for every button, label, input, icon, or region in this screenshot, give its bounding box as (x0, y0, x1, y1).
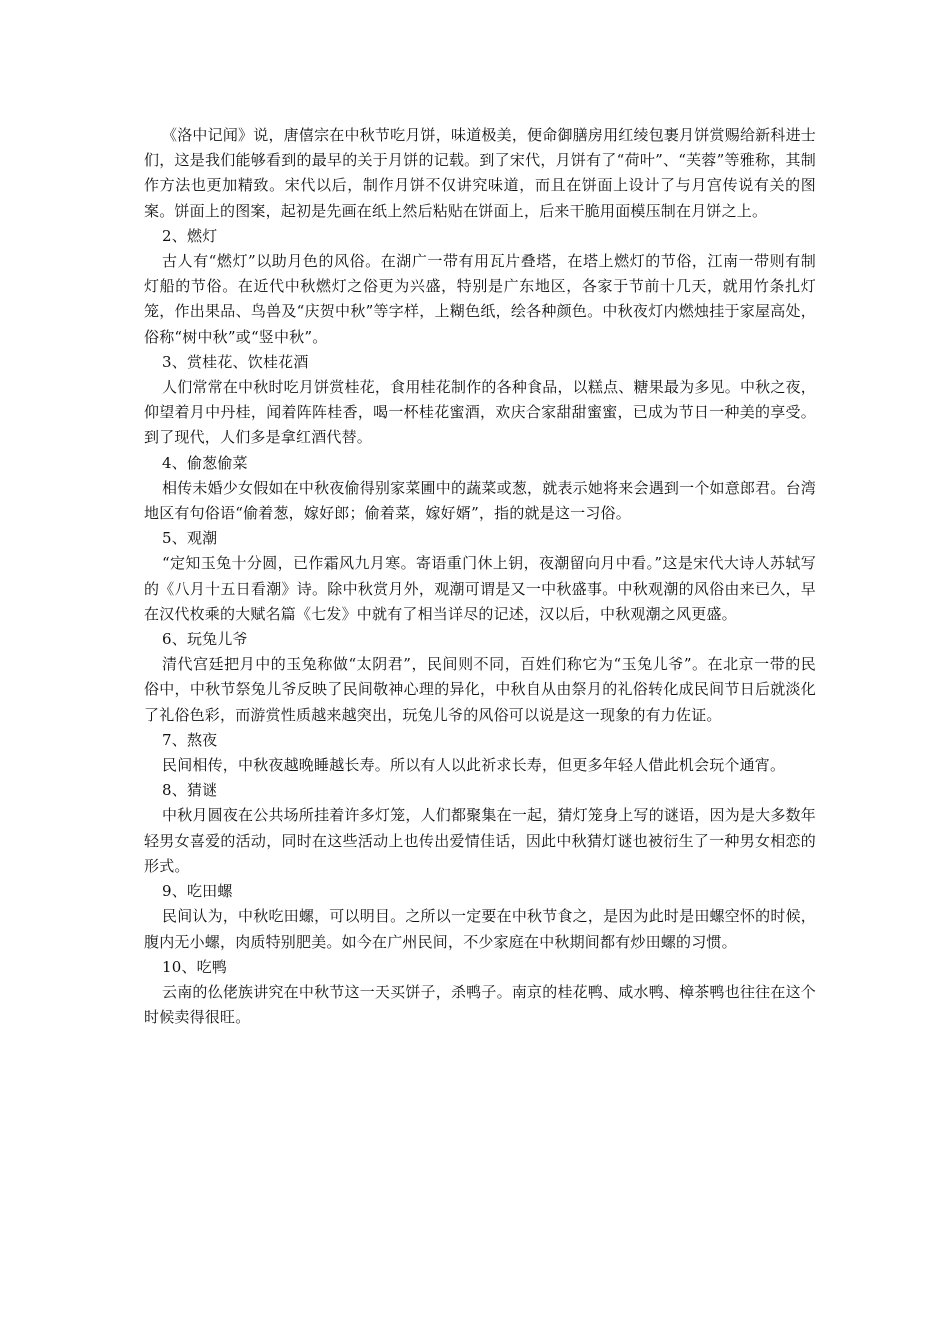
paragraph-river-snails: 民间认为，中秋吃田螺，可以明目。之所以一定要在中秋节食之，是因为此时是田螺空怀的时候，腹内无小螺，肉质特别肥美。如今在广州民间，不少家庭在中秋期间都有炒田螺的习惯。 (144, 907, 816, 951)
heading-stealing-vegetables: 4、偷葱偷菜 (162, 453, 248, 472)
heading-osmanthus: 3、赏桂花、饮桂花酒 (162, 352, 309, 371)
paragraph-duck: 云南的仫佬族讲究在中秋节这一天买饼子，杀鸭子。南京的桂花鸭、咸水鸭、樟茶鸭也往往在这个时候卖得很旺。 (144, 982, 816, 1027)
paragraph-riddles: 中秋月圆夜在公共场所挂着许多灯笼，人们都聚集在一起，猜灯笼身上写的谜语，因为是大多数年轻男女喜爱的活动，同时在这些活动上也传出爱情佳话，因此中秋猜灯谜也被衍生了一种男女相恋的形式。 (144, 806, 816, 875)
paragraph-staying-up: 民间相传，中秋夜越晚睡越长寿。所以有人以此祈求长寿，但更多年轻人借此机会玩个通宵。 (162, 756, 786, 775)
paragraph-mooncake-history: 《洛中记闻》说，唐僖宗在中秋节吃月饼，味道极美，便命御膳房用红绫包裹月饼赏赐给新科进士们，这是我们能够看到的最早的关于月饼的记载。到了宋代，月饼有了“荷叶”、“芙蓉”等雅称，其制作方法也更加精致。宋代以后，制作月饼不仅讲究味道，而且在饼面上设计了与月宫传说有关的图案。饼面上的图案，起初是先画在纸上然后粘贴在饼面上，后来干脆用面模压制在月饼之上。 (144, 126, 816, 220)
paragraph-tide-watching: “定知玉兔十分圆，已作霜风九月寒。寄语重门休上钥，夜潮留向月中看。”这是宋代大诗人苏轼写的《八月十五日看潮》诗。除中秋赏月外，观潮可谓是又一中秋盛事。中秋观潮的风俗由来已久，早在汉代枚乘的大赋名篇《七发》中就有了相当详尽的记述，汉以后，中秋观潮之风更盛。 (144, 554, 816, 623)
paragraph-stealing-vegetables: 相传未婚少女假如在中秋夜偷得别家菜圃中的蔬菜或葱，就表示她将来会遇到一个如意郎君。台湾地区有句俗语“偷着葱，嫁好郎；偷着菜，嫁好婿”，指的就是这一习俗。 (144, 478, 816, 523)
heading-tide-watching: 5、观潮 (162, 529, 218, 548)
paragraph-rabbit-figure: 清代宫廷把月中的玉兔称做“太阴君”，民间则不同，百姓们称它为“玉兔儿爷”。在北京一带的民俗中，中秋节祭兔儿爷反映了民间敬神心理的异化，中秋自从由祭月的礼俗转化成民间节日后就淡化了礼俗色彩，而游赏性质越来越突出，玩兔儿爷的风俗可以说是这一现象的有力佐证。 (144, 655, 816, 724)
heading-staying-up: 7、熬夜 (162, 730, 218, 749)
heading-rabbit-figure: 6、玩兔儿爷 (162, 630, 248, 649)
document-body (144, 123, 816, 1030)
heading-lanterns: 2、燃灯 (162, 226, 218, 245)
heading-riddles: 8、猜谜 (162, 781, 218, 800)
heading-duck: 10、吃鸭 (162, 957, 228, 976)
heading-river-snails: 9、吃田螺 (162, 882, 233, 901)
paragraph-lanterns: 古人有“燃灯”以助月色的风俗。在湖广一带有用瓦片叠塔，在塔上燃灯的节俗，江南一带则有制灯船的节俗。在近代中秋燃灯之俗更为兴盛，特别是广东地区，各家于节前十几天，就用竹条扎灯笼，作出果品、鸟兽及“庆贺中秋”等字样，上糊色纸，绘各种颜色。中秋夜灯内燃烛挂于家屋高处，俗称“树中秋”或“竖中秋”。 (144, 252, 816, 346)
paragraph-osmanthus: 人们常常在中秋时吃月饼赏桂花，食用桂花制作的各种食品，以糕点、糖果最为多见。中秋之夜，仰望着月中丹桂，闻着阵阵桂香，喝一杯桂花蜜酒，欢庆合家甜甜蜜蜜，已成为节日一种美的享受。到了现代，人们多是拿红酒代替。 (144, 378, 816, 447)
